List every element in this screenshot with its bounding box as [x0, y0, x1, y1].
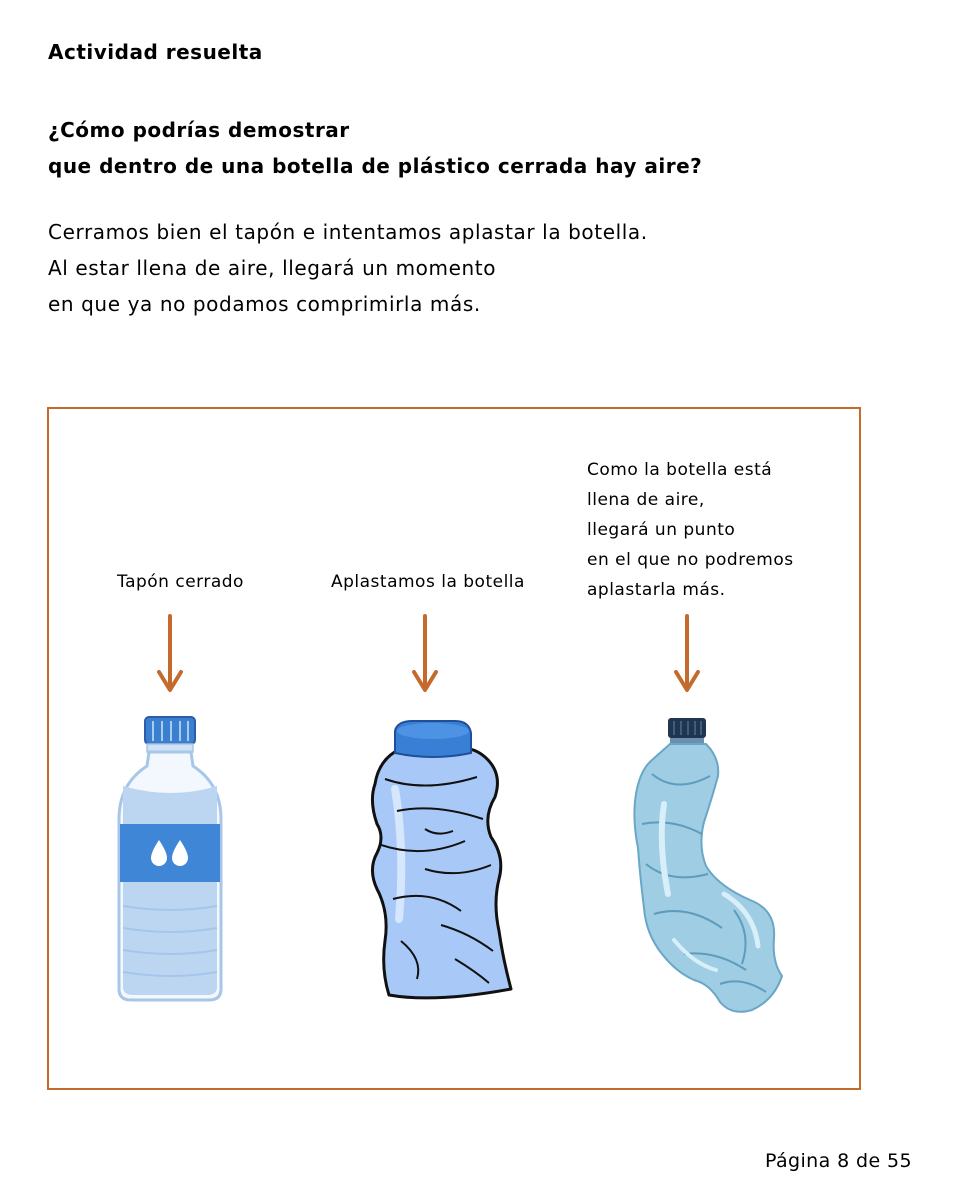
caption-line: llegará un punto [587, 520, 736, 540]
step-1-caption [117, 567, 244, 597]
caption-line: en el que no podremos [587, 550, 794, 570]
caption-line: Aplastamos la botella [331, 572, 525, 592]
step-3-caption [587, 455, 794, 605]
question-heading [48, 112, 702, 184]
crushed-bottle-icon [624, 714, 784, 1014]
caption-line: Tapón cerrado [117, 572, 244, 592]
page-number: Página 8 de 55 [764, 1150, 912, 1172]
squeezed-bottle-icon [365, 719, 515, 1004]
question-line: ¿Cómo podrías demostrar [48, 118, 350, 142]
section-title: Actividad resuelta [48, 40, 263, 64]
answer-text [48, 214, 648, 322]
caption-line: aplastarla más. [587, 580, 726, 600]
caption-line: Como la botella está [587, 460, 773, 480]
down-arrow-icon [410, 614, 440, 694]
sealed-water-bottle-icon [115, 714, 227, 1004]
answer-line: en que ya no podamos comprimirla más. [48, 292, 481, 316]
answer-line: Al estar llena de aire, llegará un momento [48, 256, 497, 280]
down-arrow-icon [672, 614, 702, 694]
experiment-figure [47, 407, 861, 1090]
answer-line: Cerramos bien el tapón e intentamos aplastar la botella. [48, 220, 648, 244]
caption-line: llena de aire, [587, 490, 705, 510]
down-arrow-icon [155, 614, 185, 694]
step-2-caption [331, 567, 525, 597]
question-line: que dentro de una botella de plástico cerrada hay aire? [48, 154, 703, 178]
